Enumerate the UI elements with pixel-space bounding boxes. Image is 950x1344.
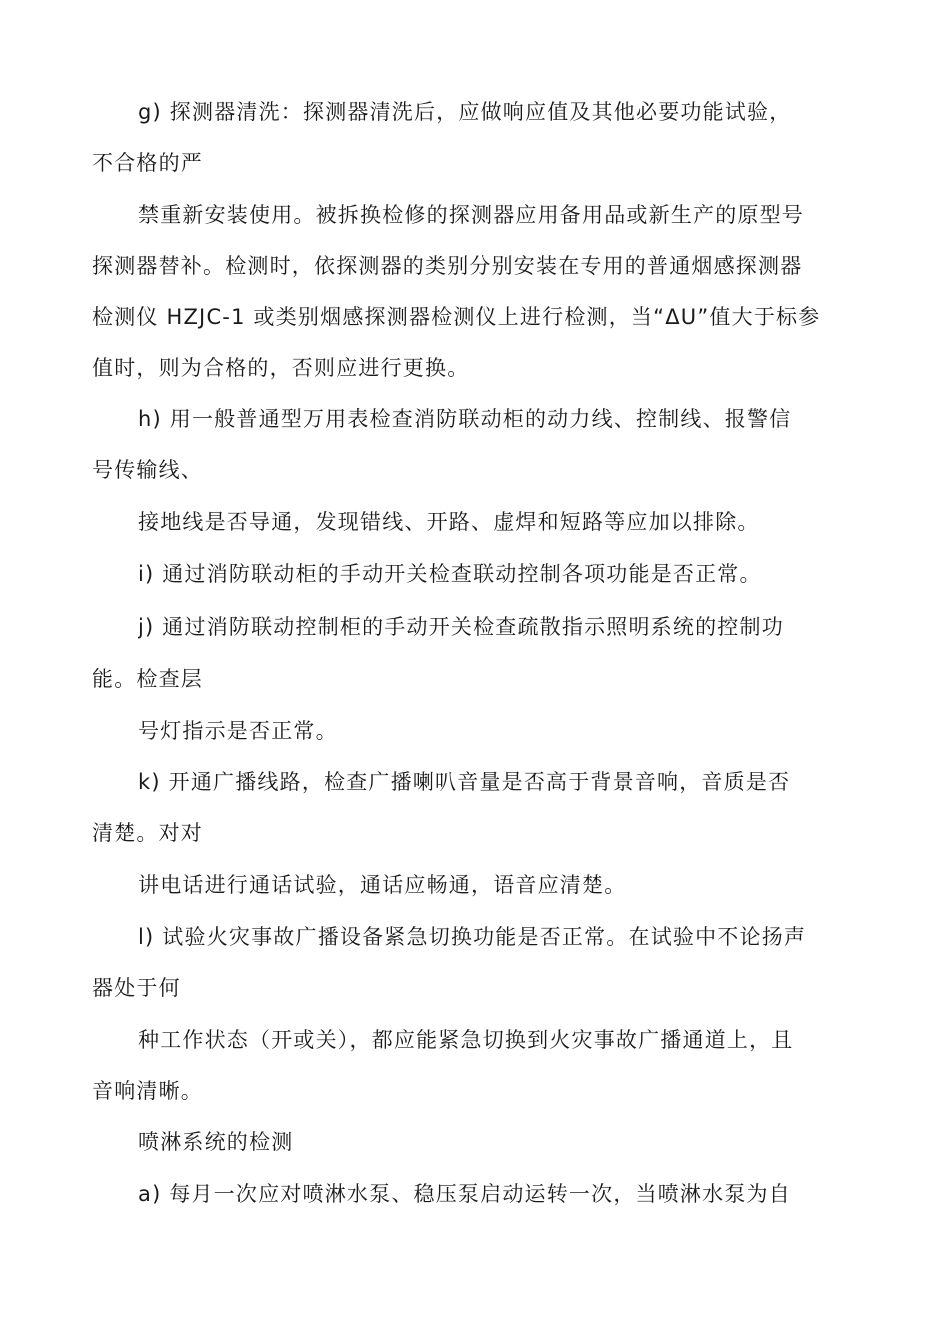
paragraph-line: i) 通过消防联动柜的手动开关检查联动控制各项功能是否正常。 bbox=[138, 562, 762, 586]
paragraph-line: 清楚。对对 bbox=[92, 821, 203, 845]
paragraph-line: 禁重新安装使用。被拆换检修的探测器应用备用品或新生产的原型号 bbox=[138, 203, 804, 227]
paragraph-line: 接地线是否导通，发现错线、开路、虚焊和短路等应加以排除。 bbox=[138, 510, 760, 534]
paragraph-line: 号灯指示是否正常。 bbox=[138, 719, 338, 743]
paragraph-line: 种工作状态（开或关），都应能紧急切换到火灾事故广播通道上，且 bbox=[138, 1028, 794, 1052]
paragraph-line: 能。检查层 bbox=[92, 667, 203, 691]
paragraph-line: 号传输线、 bbox=[92, 458, 203, 482]
paragraph-line: 器处于何 bbox=[92, 976, 181, 1000]
section-heading: 喷淋系统的检测 bbox=[138, 1130, 294, 1154]
paragraph-line: 讲电话进行通话试验，通话应畅通，语音应清楚。 bbox=[138, 873, 627, 897]
paragraph-line: 音响清晰。 bbox=[92, 1079, 203, 1103]
paragraph-line: a) 每月一次应对喷淋水泵、稳压泵启动运转一次，当喷淋水泵为自 bbox=[138, 1182, 791, 1206]
paragraph-line: 不合格的严 bbox=[92, 151, 203, 175]
paragraph-line: 检测仪 HZJC-1 或类别烟感探测器检测仪上进行检测，当“ΔU”值大于标参 bbox=[92, 305, 821, 329]
paragraph-line: k) 开通广播线路，检查广播喇叭音量是否高于背景音响，音质是否 bbox=[138, 770, 791, 794]
paragraph-line: 探测器替补。检测时，依探测器的类别分别安装在专用的普通烟感探测器 bbox=[92, 254, 803, 278]
paragraph-line: j) 通过消防联动控制柜的手动开关检查疏散指示照明系统的控制功 bbox=[138, 615, 784, 639]
paragraph-line: h) 用一般普通型万用表检查消防联动柜的动力线、控制线、报警信 bbox=[138, 407, 792, 431]
paragraph-line: g) 探测器清洗：探测器清洗后，应做响应值及其他必要功能试验， bbox=[138, 100, 792, 124]
paragraph-line: l) 试验火灾事故广播设备紧急切换功能是否正常。在试验中不论扬声 bbox=[138, 925, 807, 949]
paragraph-line: 值时，则为合格的，否则应进行更换。 bbox=[92, 356, 470, 380]
